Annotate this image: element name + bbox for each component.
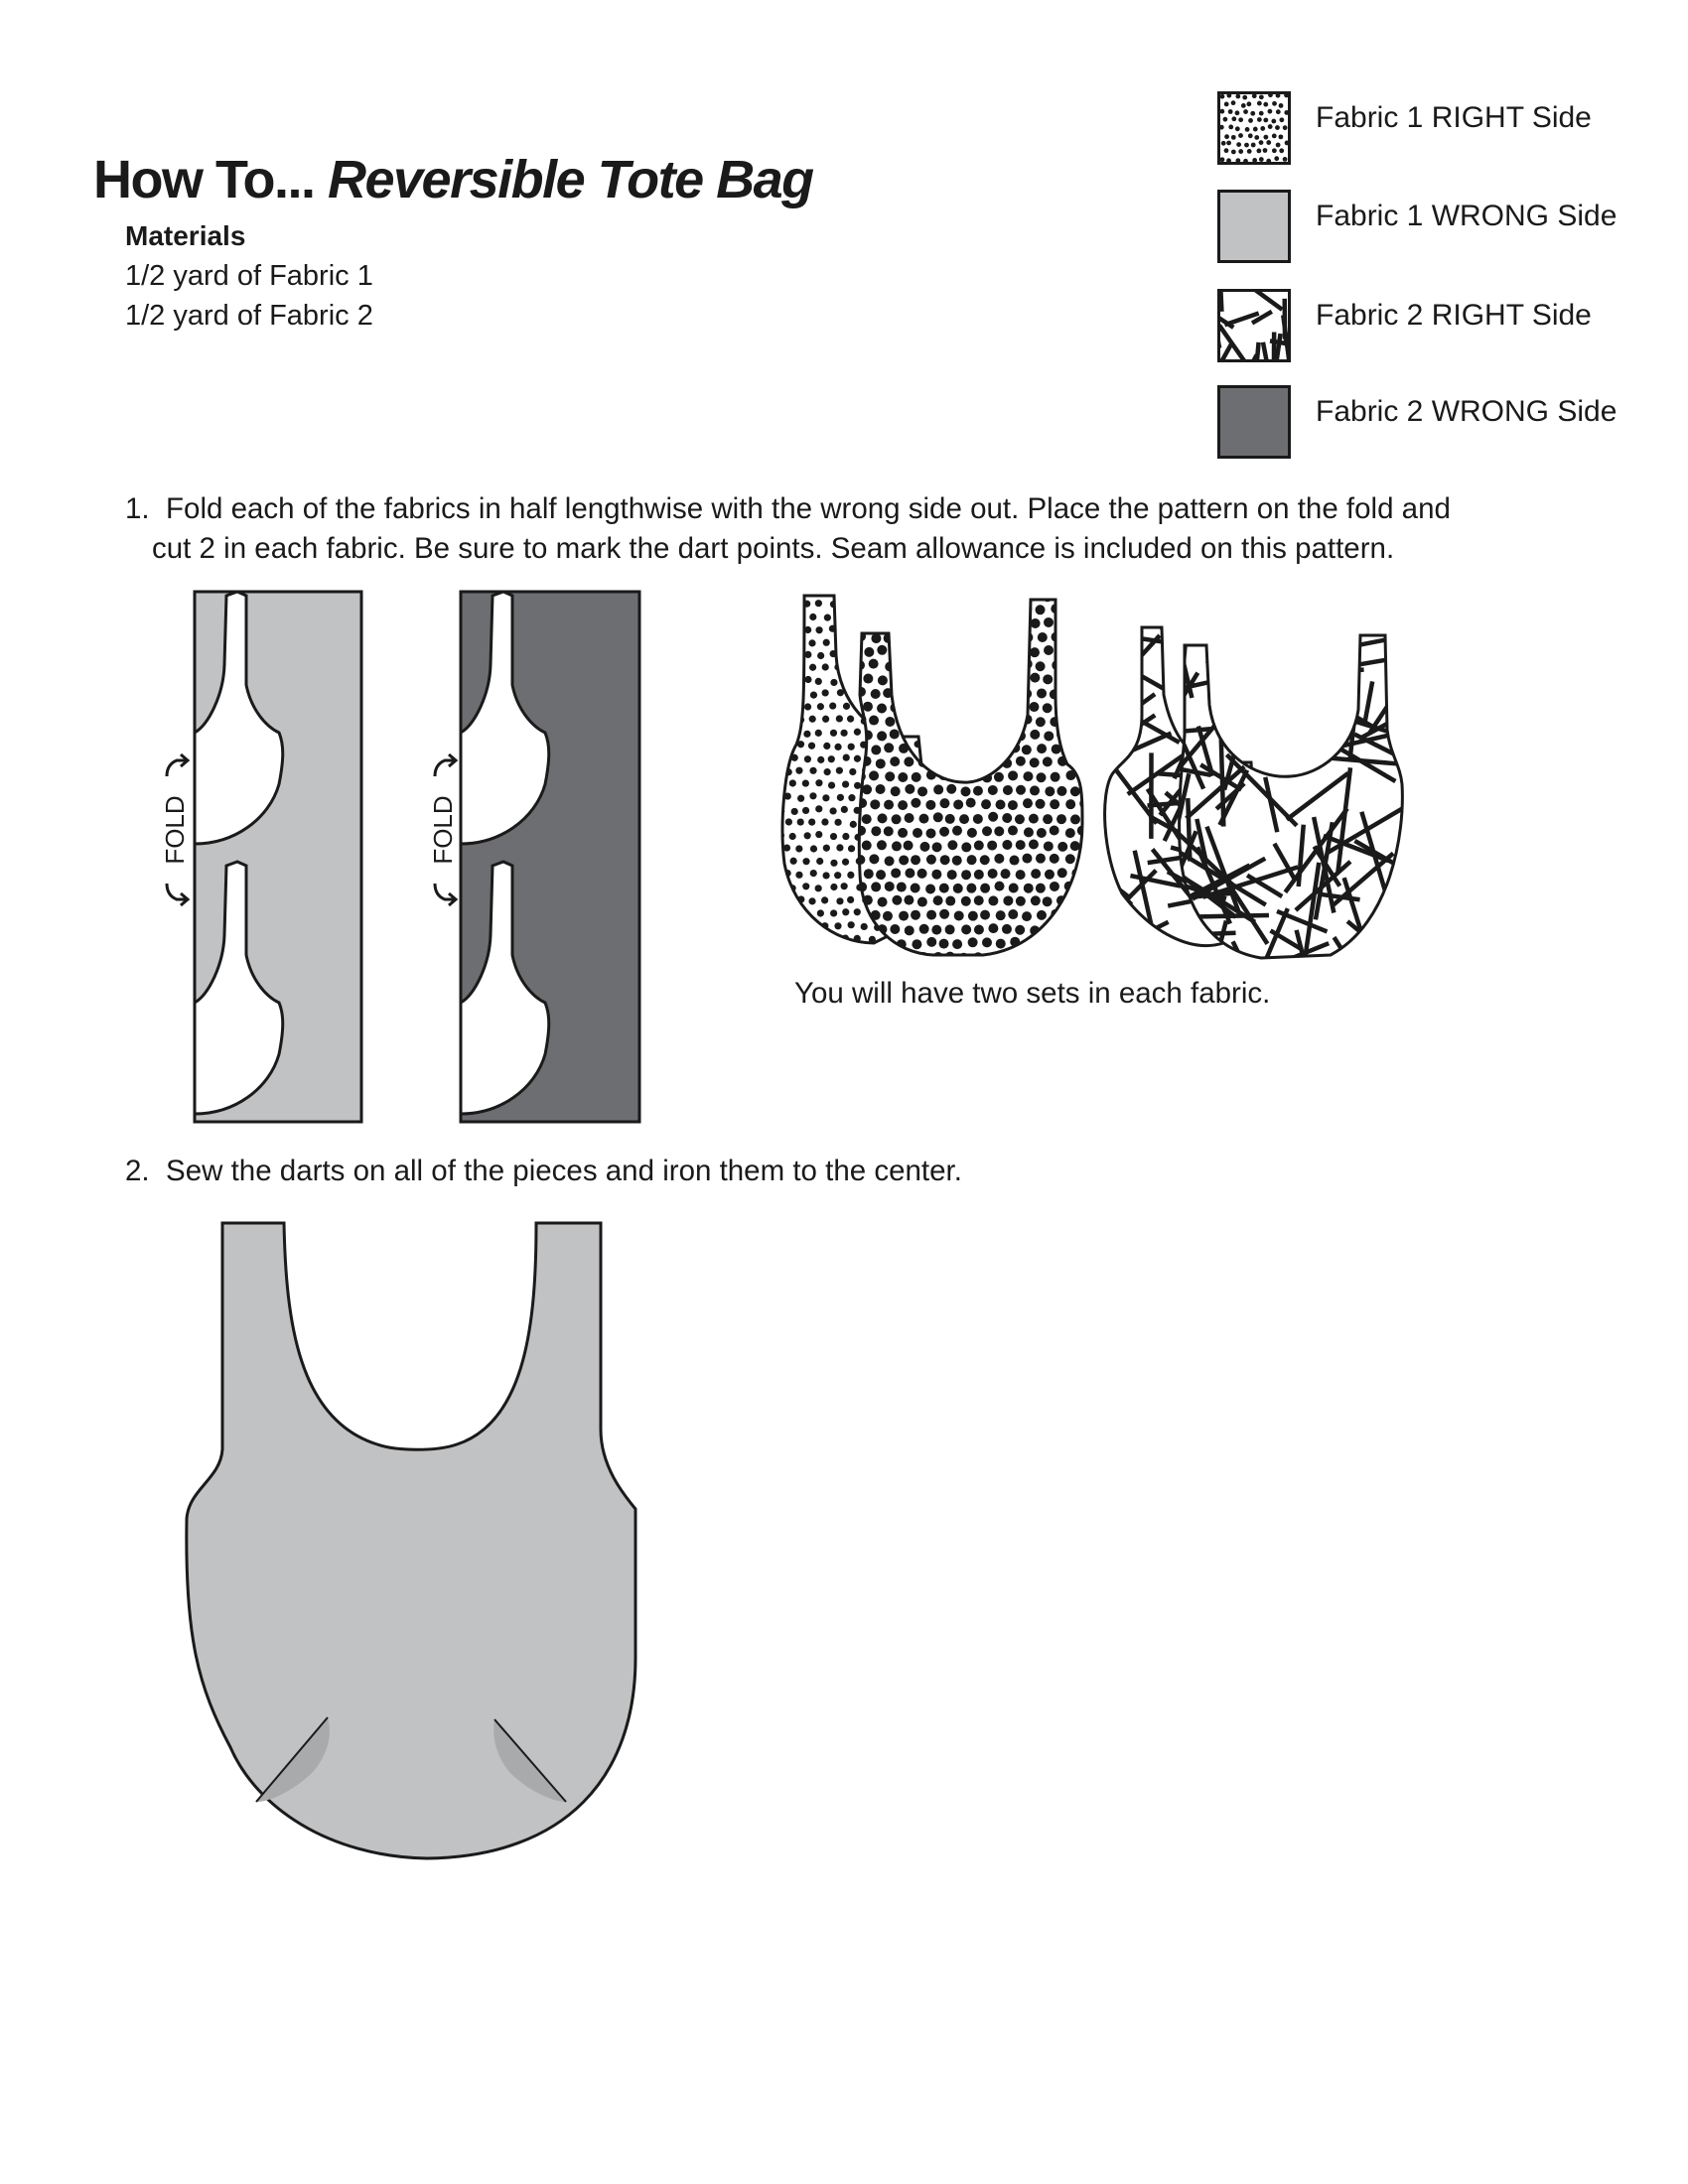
fold-label: FOLD	[159, 795, 190, 865]
materials-heading: Materials	[125, 220, 246, 251]
legend-label: Fabric 2 RIGHT Side	[1316, 299, 1592, 332]
bag-piece-with-darts	[187, 1223, 635, 1858]
materials-item: 1/2 yard of Fabric 2	[125, 300, 373, 332]
page-title: How To... Reversible Tote Bag	[93, 150, 813, 209]
materials-item: 1/2 yard of Fabric 1	[125, 260, 373, 292]
step-2-text: 2. Sew the darts on all of the pieces and iron them to the center.	[125, 1155, 962, 1187]
legend-label: Fabric 1 RIGHT Side	[1316, 101, 1592, 134]
fold-label: FOLD	[427, 795, 458, 865]
bag-sets-caption: You will have two sets in each fabric.	[794, 977, 1271, 1010]
legend-label: Fabric 1 WRONG Side	[1316, 200, 1618, 232]
legend-label: Fabric 2 WRONG Side	[1316, 395, 1618, 428]
step-1-text: 1. Fold each of the fabrics in half lengthwise with the wrong side out. Place the pattern on the fold and cut 2 in each fabric. Be sure to mark the dart points. Seam allowance is included on this pattern.	[125, 492, 1451, 565]
